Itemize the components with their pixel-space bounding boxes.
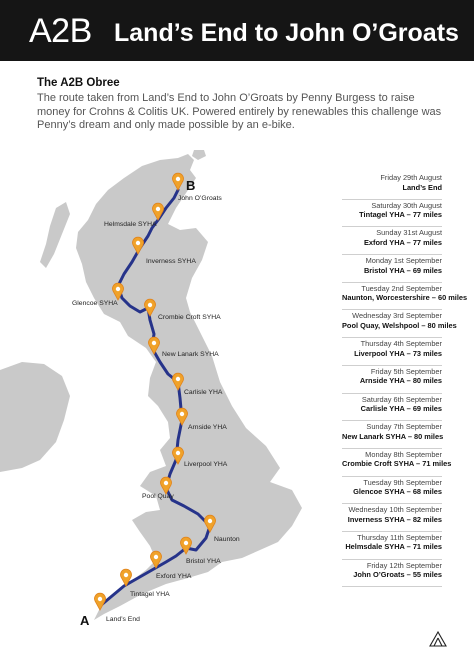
itinerary-entry	[342, 255, 442, 283]
entry-date: Thursday 11th September	[357, 532, 442, 542]
entry-destination: Arnside YHA – 80 miles	[359, 376, 442, 386]
entry-date: Tuesday 9th September	[363, 477, 442, 487]
itinerary-entry	[342, 449, 452, 477]
entry-destination: Exford YHA – 77 miles	[363, 237, 442, 247]
entry-destination: Tintagel YHA – 77 miles	[359, 210, 442, 220]
entry-date: Tuesday 2nd September	[361, 283, 442, 293]
entry-destination: New Lanark SYHA – 80 miles	[342, 431, 444, 441]
stop-label: Inverness SYHA	[146, 258, 196, 265]
itinerary-entry	[342, 394, 442, 422]
intro	[37, 76, 447, 133]
itinerary-entry	[342, 366, 442, 394]
brand-logo: A2B	[29, 12, 92, 50]
intro-title: The A2B Obree	[37, 77, 120, 89]
entry-destination: Carlisle YHA – 69 miles	[360, 404, 442, 413]
entry-destination: Liverpool YHA – 73 miles	[354, 348, 442, 358]
stop-label: Pool Quay	[142, 493, 174, 500]
entry-destination: John O’Groats – 55 miles	[353, 570, 442, 580]
entry-date: Sunday 31st August	[376, 228, 442, 238]
itinerary-entry	[342, 532, 442, 560]
entry-date: Thursday 4th September	[360, 339, 442, 349]
itinerary-entry	[342, 227, 442, 255]
entry-destination: Glencoe SYHA – 68 miles	[353, 487, 442, 497]
itinerary-entry	[342, 421, 442, 449]
entry-date: Friday 29th August	[380, 173, 442, 182]
stop-label: New Lanark SYHA	[162, 351, 219, 358]
stop-label: Glencoe SYHA	[72, 300, 118, 307]
entry-destination: Bristol YHA – 69 miles	[363, 265, 442, 275]
entry-date: Friday 12th September	[366, 560, 442, 570]
entry-date: Monday 1st September	[365, 256, 442, 266]
itinerary-entry	[342, 283, 468, 311]
start-marker: A	[80, 613, 90, 628]
entry-date: Saturday 6th September	[361, 394, 442, 404]
end-marker: B	[186, 178, 196, 193]
entry-date: Sunday 7th September	[366, 422, 442, 432]
page-title: Land’s End to John O’Groats	[114, 19, 459, 47]
itinerary-entry	[342, 338, 442, 366]
orkney-land	[192, 150, 206, 160]
entry-date: Saturday 30th August	[371, 200, 442, 210]
itinerary-entry	[342, 200, 442, 228]
stop-label: Carlisle YHA	[184, 389, 223, 396]
entry-date: Monday 8th September	[365, 449, 442, 459]
triangle-logo-icon	[430, 632, 446, 646]
intro-text: The route taken from Land’s End to John O’Groats by Penny Burgess to raise money for Crohns & Colitis UK. Powered entirely by renewables this challenge was Penny’s dream and only made possible by an e-bike.	[37, 92, 442, 131]
stop-label: Bristol YHA	[186, 558, 221, 565]
stop-label: Exford YHA	[156, 573, 192, 580]
itinerary-list	[342, 172, 468, 587]
header-banner	[0, 0, 474, 61]
entry-destination: Land’s End	[402, 182, 442, 192]
stop-label: Tintagel YHA	[130, 591, 170, 598]
stop-label: John O’Groats	[178, 195, 222, 202]
itinerary-entry	[342, 477, 442, 505]
itinerary-entry	[342, 172, 442, 200]
stop-label: Liverpool YHA	[184, 461, 228, 468]
stop-label: Land’s End	[106, 616, 140, 623]
itinerary-entry	[342, 504, 442, 532]
entry-destination: Inverness SYHA – 82 miles	[347, 514, 442, 524]
stop-label: Crombie Croft SYHA	[158, 314, 221, 321]
itinerary-entry	[342, 310, 457, 338]
entry-date: Wednesday 3rd September	[352, 311, 442, 321]
entry-destination: Naunton, Worcestershire – 60 miles	[342, 293, 468, 303]
ireland-land	[0, 362, 70, 472]
entry-destination: Pool Quay, Welshpool – 80 miles	[342, 320, 457, 330]
itinerary-entry	[342, 560, 442, 588]
entry-destination: Crombie Croft SYHA – 71 miles	[342, 459, 452, 469]
stop-label: Naunton	[214, 536, 240, 543]
western-isles-land	[40, 202, 70, 268]
stop-label: Helmsdale SYHA	[104, 221, 157, 228]
entry-date: Wednesday 10th September	[348, 505, 442, 515]
stop-label: Arnside YHA	[188, 424, 227, 431]
entry-date: Friday 5th September	[370, 366, 442, 376]
entry-destination: Helmsdale SYHA – 71 miles	[345, 542, 442, 552]
